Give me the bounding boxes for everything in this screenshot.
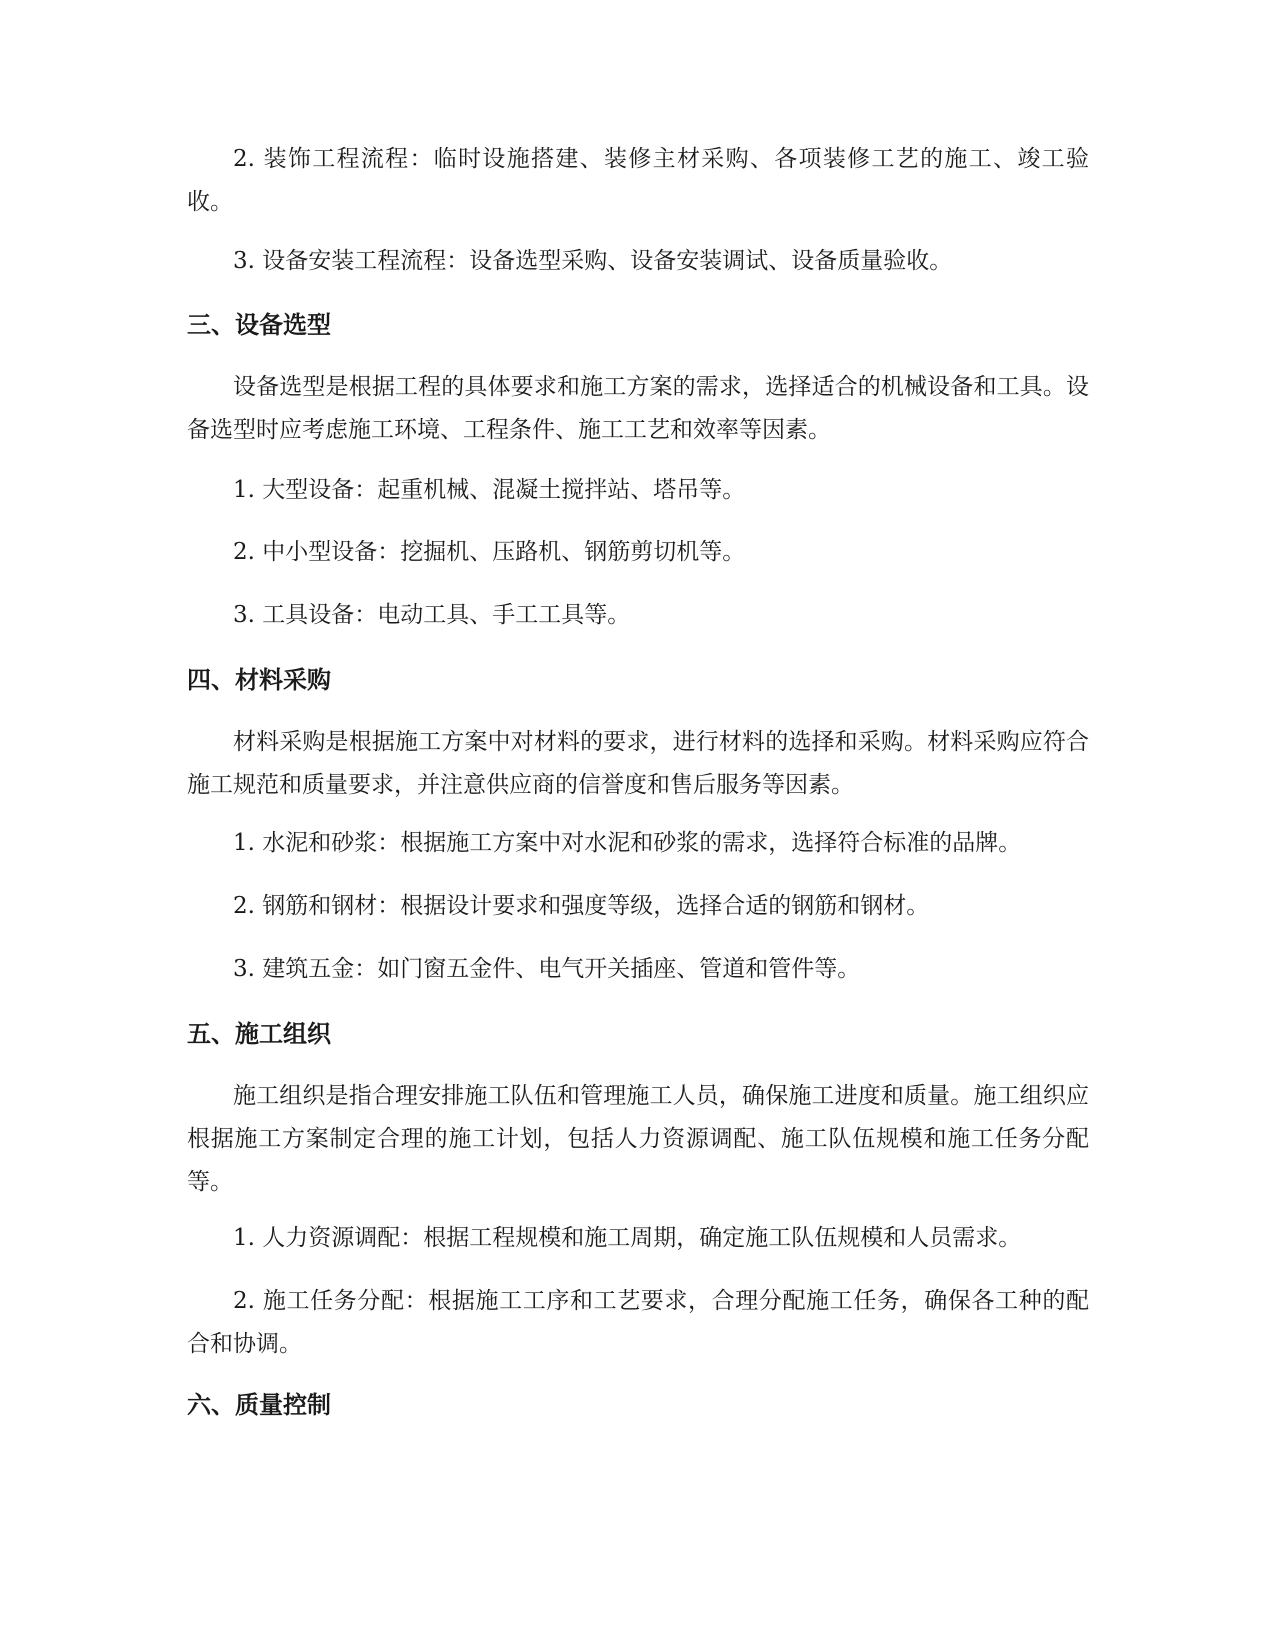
section-heading-construction-organization: 五、施工组织 [187,1020,331,1048]
list-item-medium-small-equipment: 2. 中小型设备：挖掘机、压路机、钢筋剪切机等。 [233,539,746,565]
list-item-task-assignment: 2. 施工任务分配：根据施工工序和工艺要求，合理分配施工任务，确保各工种的配合和协调。 [187,1288,1089,1357]
list-item-steel-rebar: 2. 钢筋和钢材：根据设计要求和强度等级，选择合适的钢筋和钢材。 [233,893,930,919]
paragraph-equipment-selection: 设备选型是根据工程的具体要求和施工方案的需求，选择适合的机械设备和工具。设备选型时应考虑施工环境、工程条件、施工工艺和效率等因素。 [187,374,1089,443]
list-item-decoration-process: 2. 装饰工程流程：临时设施搭建、装修主材采购、各项装修工艺的施工、竣工验收。 [187,146,1089,215]
section-heading-equipment-selection: 三、设备选型 [187,311,331,339]
list-item-equipment-install-process: 3. 设备安装工程流程：设备选型采购、设备安装调试、设备质量验收。 [233,248,953,274]
section-heading-material-procurement: 四、材料采购 [187,666,331,694]
paragraph-material-procurement: 材料采购是根据施工方案中对材料的要求，进行材料的选择和采购。材料采购应符合施工规范和质量要求，并注意供应商的信誉度和售后服务等因素。 [187,729,1089,798]
document-page [187,0,1089,1650]
list-item-cement-mortar: 1. 水泥和砂浆：根据施工方案中对水泥和砂浆的需求，选择符合标准的品牌。 [233,830,1022,856]
section-heading-quality-control: 六、质量控制 [187,1391,331,1419]
list-item-hardware: 3. 建筑五金：如门窗五金件、电气开关插座、管道和管件等。 [233,956,861,982]
list-item-tool-equipment: 3. 工具设备：电动工具、手工工具等。 [233,602,631,628]
paragraph-construction-organization: 施工组织是指合理安排施工队伍和管理施工人员，确保施工进度和质量。施工组织应根据施工方案制定合理的施工计划，包括人力资源调配、施工队伍规模和施工任务分配等。 [187,1083,1089,1195]
list-item-large-equipment: 1. 大型设备：起重机械、混凝土搅拌站、塔吊等。 [233,477,746,503]
list-item-human-resources: 1. 人力资源调配：根据工程规模和施工周期，确定施工队伍规模和人员需求。 [233,1225,1022,1251]
